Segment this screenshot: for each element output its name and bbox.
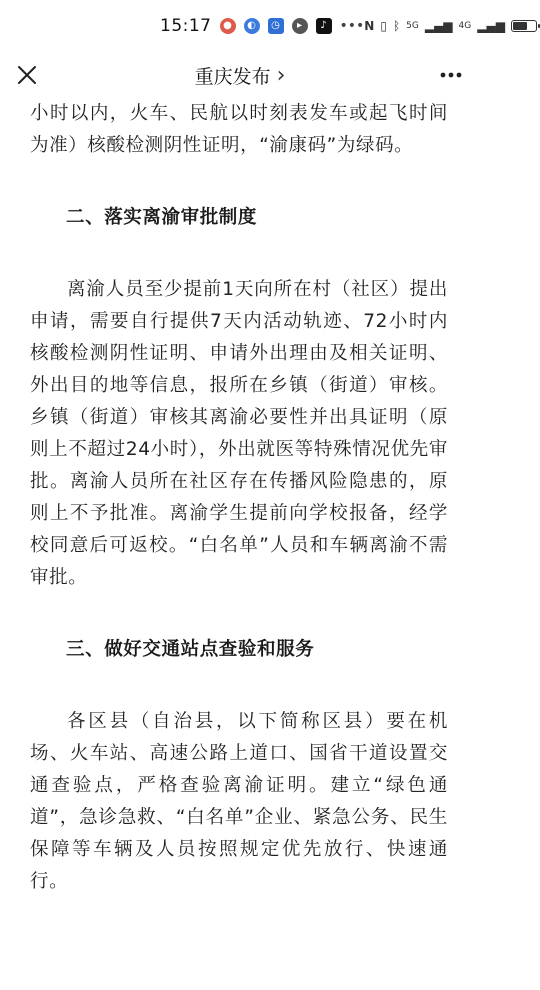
article-body (0, 98, 480, 898)
account-title-link[interactable] (195, 62, 286, 89)
shield-app-icon: ● (220, 18, 236, 34)
close-button[interactable] (12, 60, 42, 90)
more-dots-icon: ••• (339, 18, 365, 34)
play-app-icon: ▸ (292, 18, 308, 34)
battery-icon (511, 20, 537, 32)
signal-icon-2: ▂▄▆ (477, 19, 505, 33)
status-bar (0, 0, 505, 52)
nfc-icon: N (364, 19, 375, 33)
close-icon (17, 65, 37, 85)
status-bar-right (364, 19, 537, 33)
browser-icon: ◐ (244, 18, 260, 34)
paragraph-cutoff: 小时以内，火车、民航以时刻表发车或起飞时间为准）核酸检测阴性证明，“渝康码”为绿码。 (30, 103, 448, 156)
article-scroll-area[interactable] (0, 98, 480, 990)
chevron-right-icon: › (276, 62, 286, 88)
clock: 15:17 (160, 16, 212, 36)
status-bar-left (160, 16, 364, 36)
vibrate-icon: ▯ (380, 19, 387, 33)
title-bar (0, 52, 480, 98)
clock-app-icon: ◷ (268, 18, 284, 34)
page-title: 重庆发布 (194, 65, 271, 88)
tiktok-icon: ♪ (316, 18, 332, 34)
paragraph: 各区县（自治县，以下简称区县）要在机场、火车站、高速公路上道口、国省干道设置交通查验点，严格查验离渝证明。建立“绿色通道”，急诊急救、“白名单”企业、紧急公务、民生保障等车辆及人员按照规定优先放行、快速通行。 (30, 711, 448, 892)
more-menu-button[interactable] (436, 60, 466, 90)
more-dots-icon (440, 72, 462, 78)
section-heading: 二、落实离渝审批制度 (66, 207, 258, 228)
bluetooth-icon: ᛒ (392, 19, 401, 33)
network-label: 5G (406, 21, 419, 31)
signal-icon: ▂▄▆ (424, 19, 453, 33)
network-label-2: 4G (458, 21, 472, 31)
paragraph: 离渝人员至少提前1天向所在村（社区）提出申请，需要自行提供7天内活动轨迹、72小时内核酸检测阴性证明、申请外出理由及相关证明、外出目的地等信息，报所在乡镇（街道）审核。乡镇（街道）审核其离渝必要性并出具证明（原则上不超过24小时），外出就医等特殊情况优先审批。离渝人员所在社区存在传播风险隐患的，原则上不予批准。离渝学生提前向学校报备，经学校同意后可返校。“白名单”人员和车辆离渝不需审批。 (30, 279, 448, 588)
section-heading: 三、做好交通站点查验和服务 (66, 639, 315, 660)
